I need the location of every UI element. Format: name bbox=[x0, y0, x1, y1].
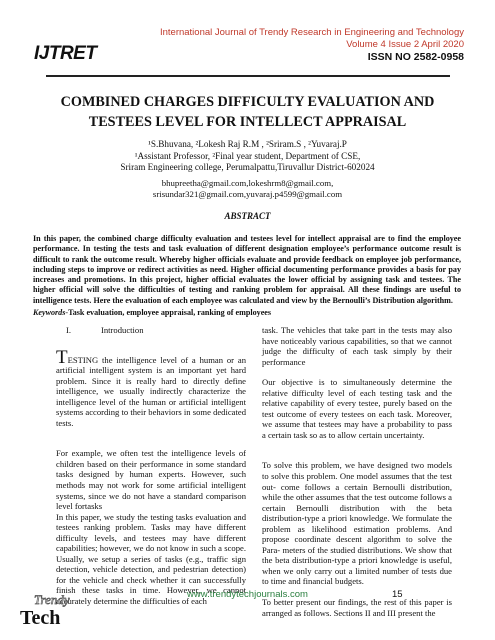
paper-title bbox=[20, 92, 475, 132]
header-rule bbox=[46, 75, 450, 77]
logo-text-top: Trendy bbox=[34, 592, 70, 607]
paragraph: To better present our findings, the rest of this paper is arranged as follows. Sections II and III present the bbox=[262, 597, 452, 618]
email-line-2: srisundar321@gmail.com,yuvaraj.p4599@gmail.com bbox=[152, 189, 343, 199]
paragraph: For example, we often test the intelligence levels of children based on their performance in some standard tasks designed by human experts. However, such methods may not work for some artificial intelligent systems, since we do not have a standard comparison level fortasks bbox=[56, 448, 246, 512]
abstract-text: In this paper, the combined charge difficulty evaluation and testees level for intellect appraisal are to find the employee performance. In testing the tests and task evaluation of different designation employee’s performance outcome result is difficult to rank the outcome result. Whereby higher officials evaluate and provide feedback on employee job performance, including steps to improve or redirect activities as need. Higher official documenting performance provides a basis for pay increases and promotions. In this project, higher official evaluates the lower official by assigning task and testees. The higher official will solve the difficulties of testing and ranking problem for appraisal. All these findings are useful to intelligence tests. Here the evaluation of each employee was calculated and view by the Bernoulli’s Distribution algorithm. bbox=[33, 234, 461, 305]
keywords-text: Task evaluation, employee appraisal, ranking of employees bbox=[68, 308, 272, 317]
footer-url: www.trendytechjournals.com bbox=[187, 589, 308, 600]
logo-text-bottom: Tech bbox=[20, 607, 61, 629]
title-line-2: TESTEES LEVEL FOR INTELLECT APPRAISAL bbox=[88, 114, 407, 130]
paragraph-text: ESTING the intelligence level of a human or an artificial intelligent system is an important yet hard problem. Since it is really hard to directly define intelligence, we usually indirectly characterize the intelligence level of the human or artificial intelligent systems according to their behaviors in some dedicated tests. bbox=[56, 354, 246, 428]
title-line-1: COMBINED CHARGES DIFFICULTY EVALUATION AND bbox=[60, 94, 435, 110]
paragraph: To solve this problem, we have designed two models to solve this problem. One model assumes that the test out- come follows a certain Bernoulli distribution, while the other assumes that the test outcome follows a certain Bernoulli distribution with the beta distribution-type a priori knowledge. We formulate the problem as likelihood estimation problems. And propose coordinate descent algorithm to solve the Para- meters of the studied distributions. We show that the beta distribution-type a priori knowledge is useful, when we only carry out a limited number of tests due to time and financial budgets. bbox=[262, 460, 452, 587]
email-block bbox=[20, 178, 475, 200]
paragraph: task. The vehicles that take part in the tests may also have noticeably various capabilities, so that we cannot judge the difficulty of each task simply by their performance bbox=[262, 325, 452, 367]
drop-cap: T bbox=[56, 346, 68, 368]
paragraph: In this paper, we study the testing tasks evaluation and testees ranking problem. Tasks may have different difficulty levels, and testees may have different capabilities; however, we do not know in such a scope. Usually, we setup a series of tasks (e.g., traffic sign detection, vehicle detection, and pedestrian detection) for the vehicle and check whether it can successfully finish these tasks in time. However, we cannot accurately determine the difficulties of each bbox=[56, 511, 246, 607]
keywords-label: Keywords- bbox=[33, 308, 69, 317]
issn: ISSN NO 2582-0958 bbox=[367, 51, 464, 63]
authors: ¹S.Bhuvana, ²Lokesh Raj R.M , ²Sriram.S , ²Yuvaraj.P bbox=[148, 139, 347, 149]
keywords bbox=[33, 308, 461, 318]
author-block bbox=[20, 139, 475, 174]
affiliation-line-2: Sriram Engineering college, Perumalpattu,Tiruvallur District-602024 bbox=[120, 162, 375, 172]
section-number: I. bbox=[66, 325, 72, 335]
journal-logo: IJTRET bbox=[34, 43, 97, 64]
affiliation-line-1: ¹Assistant Professor, ²Final year student, Department of CSE, bbox=[134, 150, 361, 161]
trendy-tech-logo bbox=[18, 590, 80, 630]
paragraph bbox=[56, 346, 246, 429]
abstract-heading: ABSTRACT bbox=[224, 211, 271, 221]
right-column bbox=[262, 325, 452, 618]
page-number: 15 bbox=[392, 589, 403, 600]
email-line-1: bhupreetha@gmail.com,lokeshrm8@gmail.com, bbox=[161, 178, 334, 188]
section-title: Introduction bbox=[101, 325, 144, 335]
section-heading bbox=[56, 325, 246, 336]
journal-name: International Journal of Trendy Research in Engineering and Technology bbox=[159, 27, 464, 38]
left-column bbox=[56, 325, 246, 607]
volume-issue: Volume 4 Issue 2 April 2020 bbox=[346, 39, 464, 50]
paragraph: Our objective is to simultaneously determine the relative difficulty level of each testing task and the relative capability of every testee, purely based on the test outcome of every testees on each task. Moreover, we assume that testees may have a probability to pass a certain task so as to allow certain uncertainty. bbox=[262, 377, 452, 440]
